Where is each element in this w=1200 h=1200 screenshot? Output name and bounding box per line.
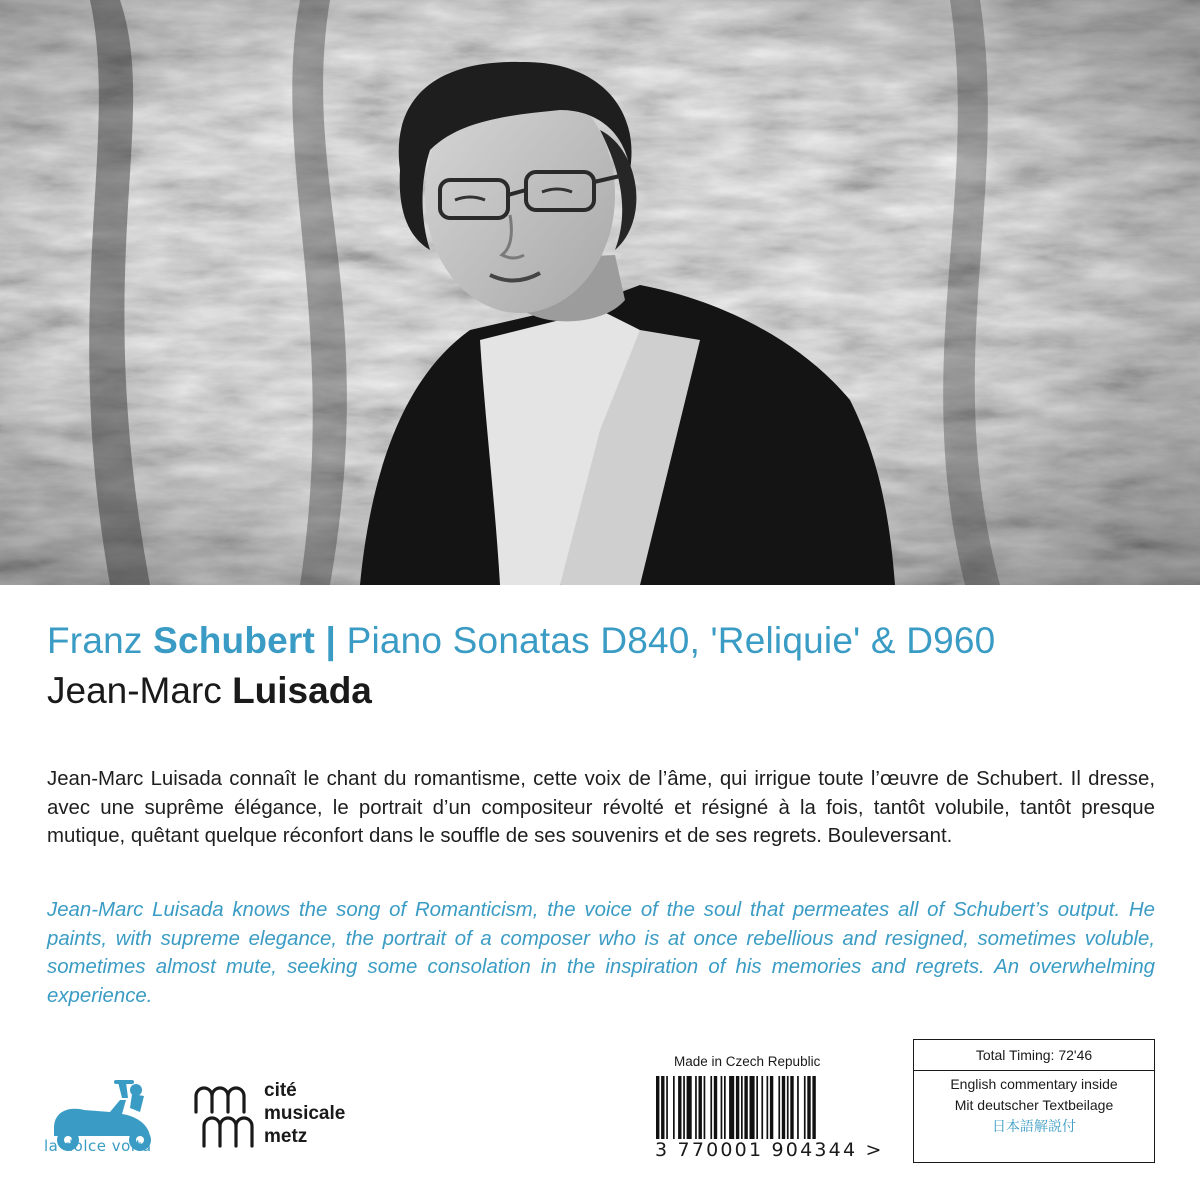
- barcode-bar: [761, 1076, 763, 1142]
- barcode-bar: [804, 1076, 806, 1142]
- cite-musicale-metz-logo-icon: [190, 1082, 258, 1150]
- barcode-bar: [756, 1076, 758, 1142]
- partner-name: [264, 1079, 345, 1148]
- barcode-bar: [666, 1076, 668, 1142]
- barcode-bar: [744, 1076, 747, 1142]
- barcode-number: 3 770001 904344 >: [655, 1139, 884, 1161]
- barcode-bar: [714, 1076, 717, 1142]
- barcode-bar: [687, 1076, 692, 1142]
- barcode-bar: [678, 1076, 681, 1142]
- english-description: Jean-Marc Luisada knows the song of Romanticism, the voice of the soul that permeates all of Schubert’s output. He paints, with supreme elegance, the portrait of a composer who is at once rebellious and resigned, sometimes voluble, sometimes almost mute, seeking some consolation in the inspiration of his memories and regrets. An overwhelming experience.: [47, 899, 1155, 1007]
- language-notes: [914, 1071, 1154, 1137]
- label-name: la dolce volta: [44, 1137, 152, 1155]
- barcode-bar: [673, 1076, 675, 1142]
- barcode-bar: [729, 1076, 734, 1142]
- artist-name: [47, 670, 372, 712]
- composer-last-name: Schubert: [153, 620, 316, 661]
- barcode-bar: [683, 1076, 685, 1142]
- album-title: [47, 620, 1167, 662]
- title-separator: |: [325, 620, 337, 661]
- partner-line-2: musicale: [264, 1103, 346, 1124]
- barcode-bar: [750, 1076, 755, 1142]
- barcode-bar: [787, 1076, 789, 1142]
- english-note: English commentary inside: [950, 1076, 1118, 1092]
- artist-first-name: Jean-Marc: [47, 670, 222, 711]
- barcode-bar: [699, 1076, 702, 1142]
- barcode-bar: [790, 1076, 793, 1142]
- barcode-bar: [807, 1076, 810, 1142]
- work-title: Piano Sonatas D840, 'Reliquie' & D960: [346, 620, 996, 661]
- barcode-bar: [721, 1076, 723, 1142]
- barcode-bar: [724, 1076, 726, 1142]
- barcode-bar: [767, 1076, 769, 1142]
- barcode-bar: [710, 1076, 712, 1142]
- composer-first-name: Franz: [47, 620, 143, 661]
- pianist-portrait-image: [0, 0, 1200, 585]
- partner-line-1: cité: [264, 1080, 297, 1101]
- barcode-bar: [695, 1076, 697, 1142]
- barcode-bar: [782, 1076, 785, 1142]
- french-description: Jean-Marc Luisada connaît le chant du romantisme, cette voix de l’âme, qui irrigue toute l’œuvre de Schubert. Il dresse, avec une suprême élégance, le portrait d’un compositeur révolté et résigné à la fois, tantôt volubile, tantôt presque mutique, quêtant quelque réconfort dans le souffle de ses souvenirs et de ses regrets. Bouleversant.: [47, 768, 1155, 847]
- total-timing: Total Timing: 72'46: [914, 1040, 1154, 1071]
- cover-photo: [0, 0, 1200, 585]
- german-note: Mit deutscher Textbeilage: [954, 1097, 1114, 1113]
- barcode-bar: [778, 1076, 780, 1142]
- barcode-bar: [770, 1076, 773, 1142]
- partner-line-3: metz: [264, 1126, 308, 1147]
- made-in-text: Made in Czech Republic: [674, 1054, 821, 1069]
- barcode-bar: [797, 1076, 799, 1142]
- info-box: [913, 1039, 1155, 1163]
- artist-last-name: Luisada: [232, 670, 372, 711]
- barcode-bar: [704, 1076, 706, 1142]
- japanese-note: 日本語解説付: [992, 1118, 1076, 1134]
